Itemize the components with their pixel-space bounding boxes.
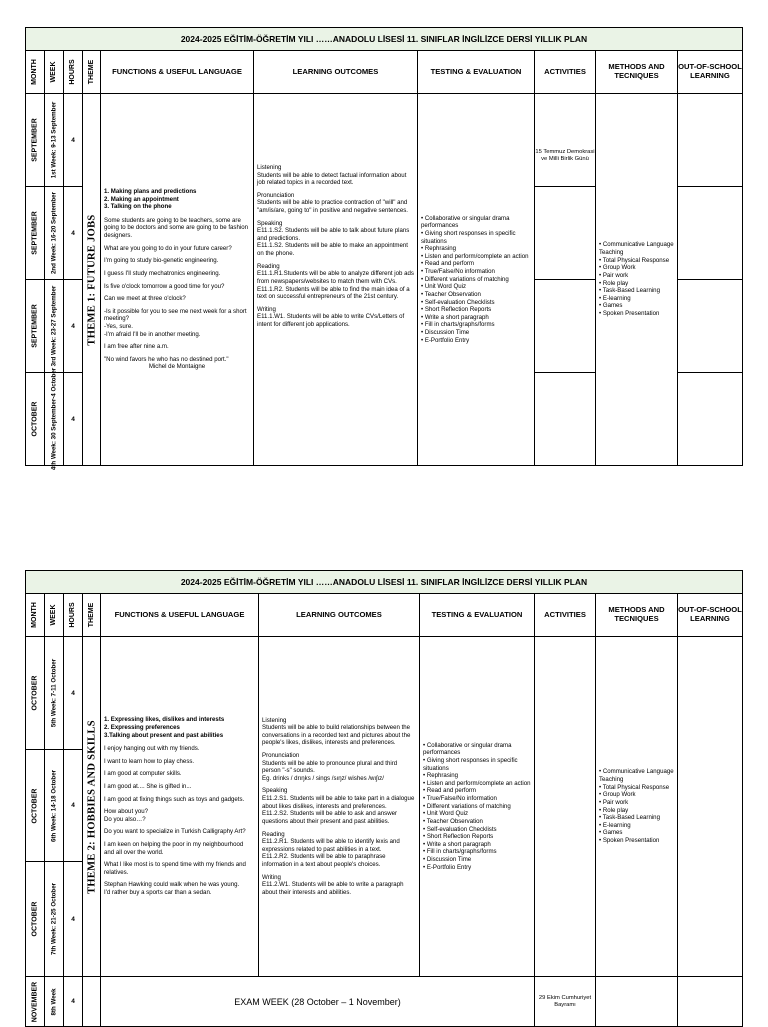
activity-cell <box>535 637 596 977</box>
testing-header: TESTING & EVALUATION <box>418 51 535 94</box>
week-cell: 7th Week: 21-25 October <box>45 862 64 977</box>
methods-header: METHODS AND TECNIQUES <box>596 51 678 94</box>
functions-cell: 1. Making plans and predictions 2. Making an appointment 3. Talking on the phone Some students are going to be teachers, some are going to be doctors and some are going to be fashion designers. What are you going to do in your future career? I'm going to study bio-genetic engineering. I guess I'll study mechatronics engineering. Is five o'clock tomorrow a good time for you? Can we meet at three o'clock? -Is it possible for you to see me next week for a short meeting? -Yes, sure. -I'm afraid I'll be in another meeting. I am free after nine a.m. "No wind favors he who has no destined port." Michel de Montaigne <box>101 94 254 466</box>
methods-header: METHODS AND TECNIQUES <box>596 594 678 637</box>
plan-title: 2024-2025 EĞİTİM-ÖĞRETİM YILI ……ANADOLU LİSESİ 11. SINIFLAR İNGİLİZCE DERSİ YILLIK PLAN <box>26 571 743 594</box>
hours-cell: 4 <box>64 373 83 466</box>
out-of-school-cell <box>678 637 743 977</box>
week-cell: 1st Week: 9-13 September <box>45 94 64 187</box>
testing-header: TESTING & EVALUATION <box>420 594 535 637</box>
yearly-plan-table-2 <box>25 570 743 1027</box>
plan-title: 2024-2025 EĞİTİM-ÖĞRETİM YILI ……ANADOLU LİSESİ 11. SINIFLAR İNGİLİZCE DERSİ YILLIK PLAN <box>26 28 743 51</box>
functions-cell: 1. Expressing likes, dislikes and interests 2. Expressing preferences 3.Talking about present and past abilities I enjoy hanging out with my friends. I want to learn how to play chess. I am good at computer skills. I am good at.... She is gifted in... I am good at fixing things such as toys and gadgets. How about you? Do you also…? Do you want to specialize in Turkish Calligraphy Art? I am keen on helping the poor in my neighbourhood and all over the world. What I like most is to spend time with my friends and relatives. Stephan Hawking could walk when he was young. I'd rather buy a sports car than a sedan. <box>101 637 259 977</box>
month-header: MONTH <box>26 594 45 637</box>
activity-cell <box>535 280 596 373</box>
activity-cell <box>535 187 596 280</box>
hours-cell: 4 <box>64 637 83 750</box>
week-cell: 4th Week: 30 September-4 October <box>45 373 64 466</box>
week-cell: 3rd Week: 23-27 September <box>45 280 64 373</box>
week-cell: 5th Week: 7-11 October <box>45 637 64 750</box>
month-cell: SEPTEMBER <box>26 280 45 373</box>
month-cell: OCTOBER <box>26 373 45 466</box>
activity-cell <box>535 373 596 466</box>
month-cell: OCTOBER <box>26 750 45 862</box>
outcomes-header: LEARNING OUTCOMES <box>259 594 420 637</box>
hours-cell: 4 <box>64 977 83 1027</box>
functions-header: FUNCTIONS & USEFUL LANGUAGE <box>101 594 259 637</box>
theme-header: THEME <box>83 594 101 637</box>
out-of-school-cell <box>678 94 743 187</box>
functions-header: FUNCTIONS & USEFUL LANGUAGE <box>101 51 254 94</box>
methods-cell <box>596 977 678 1027</box>
month-cell: NOVEMBER <box>26 977 45 1027</box>
activities-header: ACTIVITIES <box>535 51 596 94</box>
week-header: WEEK <box>45 51 64 94</box>
theme-header: THEME <box>83 51 101 94</box>
methods-cell: • Communicative Language Teaching • Total Physical Response • Group Work • Pair work • Role play • Task-Based Learning • E-learning • Games • Spoken Presentation <box>596 94 678 466</box>
hours-cell: 4 <box>64 187 83 280</box>
month-cell: OCTOBER <box>26 862 45 977</box>
month-cell: OCTOBER <box>26 637 45 750</box>
week-header: WEEK <box>45 594 64 637</box>
month-cell: SEPTEMBER <box>26 187 45 280</box>
out-of-school-cell <box>678 373 743 466</box>
week-cell: 8th Week <box>45 977 64 1027</box>
month-header: MONTH <box>26 51 45 94</box>
hours-cell: 4 <box>64 862 83 977</box>
out-of-school-header: OUT-OF-SCHOOL LEARNING <box>678 51 743 94</box>
exam-week-cell: EXAM WEEK (28 October – 1 November) <box>101 977 535 1027</box>
out-of-school-header: OUT-OF-SCHOOL LEARNING <box>678 594 743 637</box>
outcomes-cell: Listening Students will be able to build relationships between the conversations in a recorded text and pictures about the people's likes, dislikes, interests and preferences. Pronunciation Students will be able to pronounce plural and third person "-s" sounds. Eg. drinks / drıŋks / sings /sıŋz/ wishes /wıʃız/ Speaking E11.2.S1. Students will be able to take part in a dialogue about likes dislikes, interests and preferences. E11.2.S2. Students will be able to ask and answer questions about their present and past abilities. Reading E11.2.R1. Students will be able to identify lexis and expressions related to past abilities in a text. E11.2.R2. Students will be able to paraphrase information in a text about people's choices. Writing E11.2.W1. Students will be able to write a paragraph about their interests and abilities. <box>259 637 420 977</box>
yearly-plan-table-1 <box>25 27 743 471</box>
hours-header: HOURS <box>64 594 83 637</box>
outcomes-header: LEARNING OUTCOMES <box>254 51 418 94</box>
testing-cell: • Collaborative or singular drama performances • Giving short responses in specific situations • Rephrasing • Listen and perform/complete an action • Read and perform • True/False/No information • Different variations of matching • Unit Word Quiz • Teacher Observation • Self-evaluation Checklists • Short Reflection Reports • Write a short paragraph • Fill in charts/graphs/forms • Discussion Time • E-Portfolio Entry <box>420 637 535 977</box>
hours-cell: 4 <box>64 94 83 187</box>
outcomes-cell: Listening Students will be able to detect factual information about job related topics in a recorded text. Pronunciation Students will be able to practice contraction of "will" and "am/is/are, going to" in positive and negative sentences. Speaking E11.1.S2. Students will be able to talk about future plans and predictions. E11.1.S2. Students will be able to make an appointment on the phone. Reading E11.1.R1.Students will be able to analyze different job ads from newspapers/websites to match them with CVs. E11.1.R2. Students will be able to find the main idea of a text on successful entrepreneurs of the 21st century. Writing E11.1.W1. Students will be able to write CVs/Letters of intent for different job applications. <box>254 94 418 466</box>
methods-cell: • Communicative Language Teaching • Total Physical Response • Group Work • Pair work • Role play • Task-Based Learning • E-learning • Games • Spoken Presentation <box>596 637 678 977</box>
month-cell: SEPTEMBER <box>26 94 45 187</box>
hours-header: HOURS <box>64 51 83 94</box>
theme-cell <box>83 977 101 1027</box>
theme-cell: THEME 2: HOBBIES AND SKILLS <box>83 637 101 977</box>
week-cell: 6th Week: 14-18 October <box>45 750 64 862</box>
out-of-school-cell <box>678 977 743 1027</box>
out-of-school-cell <box>678 280 743 373</box>
activities-header: ACTIVITIES <box>535 594 596 637</box>
out-of-school-cell <box>678 187 743 280</box>
hours-cell: 4 <box>64 750 83 862</box>
week-cell: 2nd Week: 16-20 September <box>45 187 64 280</box>
hours-cell: 4 <box>64 280 83 373</box>
activity-cell: 29 Ekim Cumhuriyet Bayramı <box>535 977 596 1027</box>
testing-cell: • Collaborative or singular drama performances • Giving short responses in specific situations • Rephrasing • Listen and perform/complete an action • Read and perform • True/False/No information • Different variations of matching • Unit Word Quiz • Teacher Observation • Self-evaluation Checklists • Short Reflection Reports • Write a short paragraph • Fill in charts/graphs/forms • Discussion Time • E-Portfolio Entry <box>418 94 535 466</box>
activity-cell: 15 Temmuz Demokrasi ve Milli Birlik Günü <box>535 94 596 187</box>
theme-cell: THEME 1: FUTURE JOBS <box>83 94 101 466</box>
